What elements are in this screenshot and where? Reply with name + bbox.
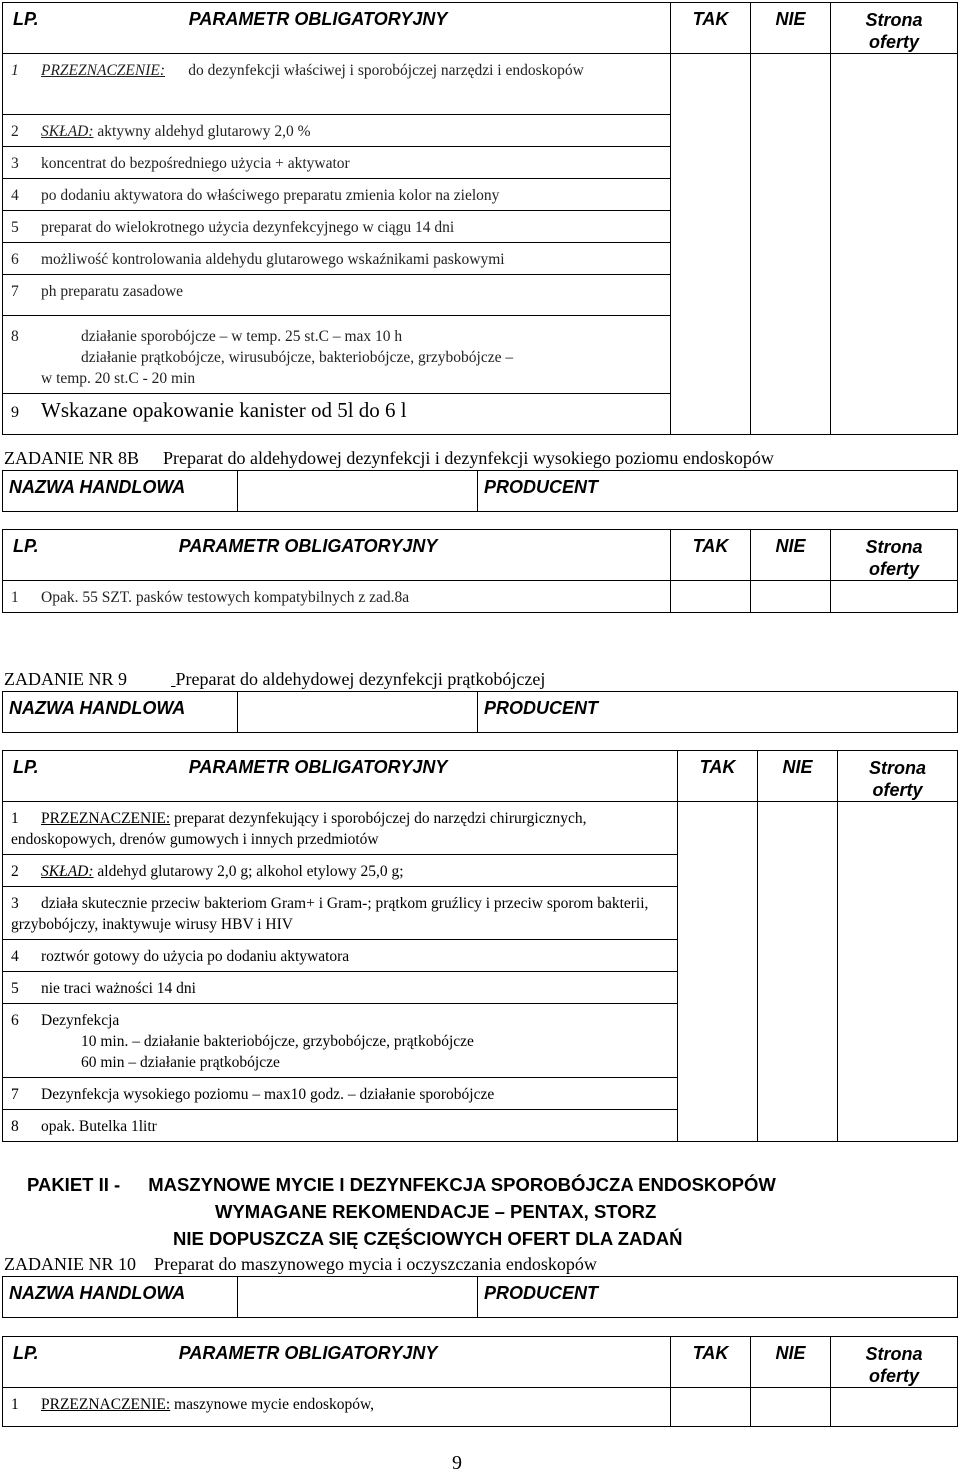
task-9-heading: ZADANIE NR 9 Preparat do aldehydowej dezynfekcji prątkobójczej [4,669,546,689]
t3-row-5: 5 nie traci ważności 14 dni [3,972,678,1004]
t1-row-4: 4 po dodaniu aktywatora do właściwego preparatu zmienia kolor na zielony [3,179,671,211]
header-cell [3,3,671,54]
page-number: 9 [452,1452,462,1474]
label-nazwa: NAZWA HANDLOWA [3,471,238,512]
t1-row-8: 8 działanie sporobójcze – w temp. 25 st.C – max 10 h działanie prątkobójcze, wirusubójcze, bakteriobójcze, grzybobójcze – w temp. 20 st.C - 20 min [3,316,671,394]
task-10-heading: ZADANIE NR 10 Preparat do maszynowego mycia i oczyszczania endoskopów [4,1254,597,1274]
t1-row-5: 5 preparat do wielokrotnego użycia dezynfekcyjnego w ciągu 14 dni [3,211,671,243]
pakiet-line-1: PAKIET II - MASZYNOWE MYCIE I DEZYNFEKCJA SPOROBÓJCZA ENDOSKOPÓW [27,1174,776,1195]
task-8b-heading: ZADANIE NR 8B Preparat do aldehydowej dezynfekcji i dezynfekcji wysokiego poziomu endoskopów [4,448,774,468]
t3-row-3: 3 działa skutecznie przeciw bakteriom Gram+ i Gram-; prątkom gruźlicy i przeciw sporom bakterii, grzybobójczy, inaktywuje wirusy HBV i HIV [3,887,678,940]
label-producent: PRODUCENT [478,471,958,512]
parameters-table-2: LP. PARAMETR OBLIGATORYJNY TAK NIE Strona oferty 1 Opak. 55 SZT. pasków testowych kompatybilnych z zad.8a [2,529,958,613]
t1-row-2: 2 SKŁAD: aktywny aldehyd glutarowy 2,0 % [3,115,671,147]
t3-row-2: 2 SKŁAD: aldehyd glutarowy 2,0 g; alkohol etylowy 25,0 g; [3,855,678,887]
t3-row-4: 4 roztwór gotowy do użycia po dodaniu aktywatora [3,940,678,972]
t4-row-1: 1 PRZEZNACZENIE: maszynowe mycie endoskopów, [3,1388,671,1427]
t1-row-9: 9 Wskazane opakowanie kanister od 5l do 6 l [3,394,671,435]
t1-row-3: 3 koncentrat do bezpośredniego użycia + aktywator [3,147,671,179]
header-param: PARAMETR OBLIGATORYJNY [188,9,448,29]
header-nie: NIE [751,3,831,54]
t1-row-1: 1 PRZEZNACZENIE: do dezynfekcji właściwej i sporobójczej narzędzi i endoskopów [3,54,671,115]
t3-row-7: 7 Dezynfekcja wysokiego poziomu – max10 godz. – działanie sporobójcze [3,1078,678,1110]
header-lp: LP. [13,9,39,29]
t1-row-6: 6 możliwość kontrolowania aldehydu glutarowego wskaźnikami paskowymi [3,243,671,275]
name-table-8b [2,470,958,512]
t3-row-8: 8 opak. Butelka 1litr [3,1110,678,1142]
parameters-table-1 [2,2,958,435]
parameters-table-3: LP. PARAMETR OBLIGATORYJNY TAK NIE Strona oferty 1 PRZEZNACZENIE: preparat dezynfekujący i sporobójczej do narzędzi chirurgicznych, endoskopowych, drenów gumowych i innych przedmiotów 2 SKŁAD: aldehyd glutarowy 2,0 g; alkohol etylowy 25,0 g; 3 działa skutecznie przeciw bakteriom Gram+ i Gram-; prątkom gruźlicy i przeciw sporom bakterii, grzybobójczy, inaktywuje wirusy HBV i HIV 4 roztwór gotowy do użycia po dodaniu aktywatora 5 nie traci ważności 14 dni 6 Dezynfekcja 10 min. – działanie bakteriobójcze, grzybobójcze, prątkobójcze 60 min – działanie prątkobójcze 7 Dezynfekcja wysokiego poziomu – max10 godz. – działanie sporobójcze 8 opak. Butelka 1litr [2,750,958,1142]
pakiet-line-2: WYMAGANE REKOMENDACJE – PENTAX, STORZ [215,1201,657,1222]
t2-row-1: 1 Opak. 55 SZT. pasków testowych kompatybilnych z zad.8a [3,581,671,613]
header-tak: TAK [671,3,751,54]
header-strona: Strona oferty [831,3,958,54]
t1-row-7: 7 ph preparatu zasadowe [3,275,671,316]
name-table-10: NAZWA HANDLOWA PRODUCENT [2,1276,958,1318]
pakiet-line-3: NIE DOPUSZCZA SIĘ CZĘŚCIOWYCH OFERT DLA ZADAŃ [173,1228,683,1249]
parameters-table-4: LP. PARAMETR OBLIGATORYJNY TAK NIE Strona oferty 1 PRZEZNACZENIE: maszynowe mycie endoskopów, [2,1336,958,1427]
t3-row-1: 1 PRZEZNACZENIE: preparat dezynfekujący i sporobójczej do narzędzi chirurgicznych, endoskopowych, drenów gumowych i innych przedmiotów [3,802,678,855]
name-table-9: NAZWA HANDLOWA PRODUCENT [2,691,958,733]
t3-row-6: 6 Dezynfekcja 10 min. – działanie bakteriobójcze, grzybobójcze, prątkobójcze 60 min – działanie prątkobójcze [3,1004,678,1078]
